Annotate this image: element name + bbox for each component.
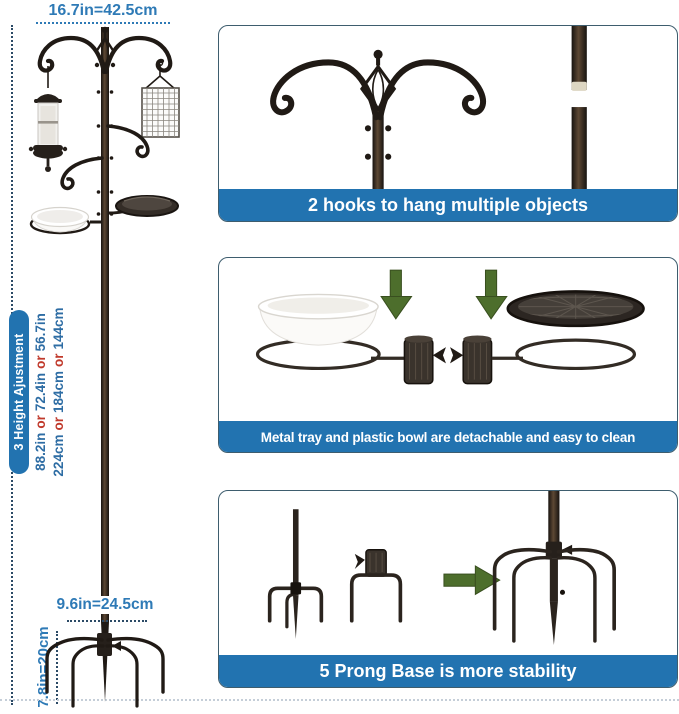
base-width-label: 9.6in=24.5cm	[53, 596, 157, 614]
five-prong-base-illustration	[495, 491, 615, 645]
height-in-3: 56.7in	[32, 313, 48, 352]
caption-text: 2 hooks to hang multiple objects	[307, 194, 589, 215]
or-text: or	[50, 417, 66, 431]
tray-bowl-panel-body	[219, 258, 677, 421]
or-text: or	[32, 415, 48, 429]
height-adjustment-pill: 3 Height Ajustment	[9, 310, 29, 474]
mesh-cage-feeder	[142, 61, 179, 138]
height-cm-2: 184cm	[50, 370, 66, 414]
top-width-label: 16.7in=42.5cm	[48, 2, 158, 19]
pole-clamp	[450, 336, 492, 384]
base-width-dotted-line	[67, 620, 147, 622]
tray-bowl-panel-caption	[219, 421, 677, 453]
hooks-panel-body	[219, 26, 677, 189]
metal-tray	[109, 196, 178, 216]
right-arrow-icon	[444, 566, 500, 594]
base-height-label: 7.8in=20cm	[34, 626, 52, 708]
metal-tray-illustration	[492, 291, 644, 368]
height-in-2: 72.4in	[32, 372, 48, 412]
tube-feeder	[29, 66, 67, 172]
pole-clamp	[404, 336, 446, 384]
height-in-1: 88.2in	[32, 432, 48, 471]
prong-base-illustration	[219, 491, 677, 655]
feature-panel-hooks	[218, 25, 678, 222]
down-arrow-icon	[476, 270, 506, 319]
height-cm-3: 144cm	[50, 307, 66, 350]
pole-connector-illustration	[572, 26, 587, 189]
caption-text: Metal tray and plastic bowl are detachable and easy to clean	[260, 429, 636, 445]
plastic-bowl-illustration	[258, 294, 405, 368]
tray-bowl-illustration	[219, 258, 677, 421]
double-hook-illustration	[219, 26, 677, 189]
height-cm-1: 224cm	[50, 434, 66, 477]
plastic-bowl	[31, 208, 101, 234]
or-text: or	[32, 355, 48, 369]
caption-text: 5 Prong Base is more stability	[319, 660, 577, 681]
down-arrow-icon	[381, 270, 411, 319]
two-prong-clamp-illustration	[352, 550, 401, 621]
feature-panel-tray-bowl	[218, 257, 678, 453]
feature-panel-base	[218, 490, 678, 688]
base-panel-caption	[219, 655, 677, 687]
or-text: or	[50, 353, 66, 367]
hooks-panel-caption	[219, 189, 677, 221]
base-panel-body	[219, 491, 677, 655]
three-prong-stake-illustration	[270, 509, 322, 639]
